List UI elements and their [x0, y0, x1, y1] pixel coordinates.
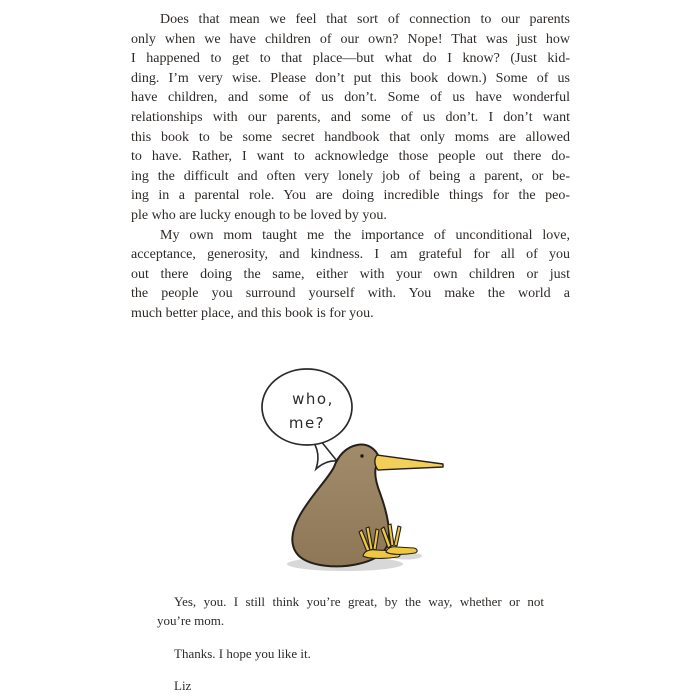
bottom-text-block	[157, 592, 544, 696]
kiwi-illustration	[250, 360, 480, 580]
kiwi-eye	[360, 454, 363, 457]
text-line: the people you surround yourself with. You make the world a	[131, 286, 570, 302]
text-line: My own mom taught me the importance of unconditional love,	[160, 227, 570, 243]
signature: Liz	[174, 678, 192, 694]
thanks-line: Thanks. I hope you like it.	[174, 645, 311, 661]
text-line: to have. Rather, I want to acknowledge those people out there do-	[131, 149, 570, 165]
speech-bubble-text-line1: who,	[292, 390, 334, 408]
text-line: this book to be some secret handbook that only moms are allowed	[131, 129, 570, 145]
text-line: have children, and some of us don’t. Some of us have wonderful	[131, 90, 570, 106]
text-line: much better place, and this book is for you.	[131, 305, 374, 321]
text-line: ing the difficult and often very lonely job of being a parent, or be-	[131, 168, 570, 184]
text-line: acceptance, generosity, and kindness. I am grateful for all of you	[131, 247, 570, 263]
text-line: ding. I’m very wise. Please don’t put this book down.) Some of us	[131, 70, 570, 86]
text-line: ing in a parental role. You are doing incredible things for the peo-	[131, 188, 570, 204]
text-line: ple who are lucky enough to be loved by you.	[131, 207, 387, 223]
text-line: relationships with our parents, and some of us don’t. I don’t want	[131, 109, 570, 125]
speech-bubble-text-line2: me?	[288, 414, 326, 432]
kiwi-beak	[375, 455, 443, 470]
text-line: only when we have children of our own? Nope! That was just how	[131, 31, 570, 47]
text-line: Does that mean we feel that sort of connection to our parents	[160, 12, 570, 27]
top-text-block	[131, 10, 570, 324]
closing-line: Yes, you. I still think you’re great, by the way, whether or not	[174, 594, 544, 609]
closing-line: you’re mom.	[157, 613, 225, 629]
text-line: I happened to get to that place—but what do I know? (Just kid-	[131, 51, 570, 67]
text-line: out there doing the same, either with your own children or just	[131, 266, 570, 282]
